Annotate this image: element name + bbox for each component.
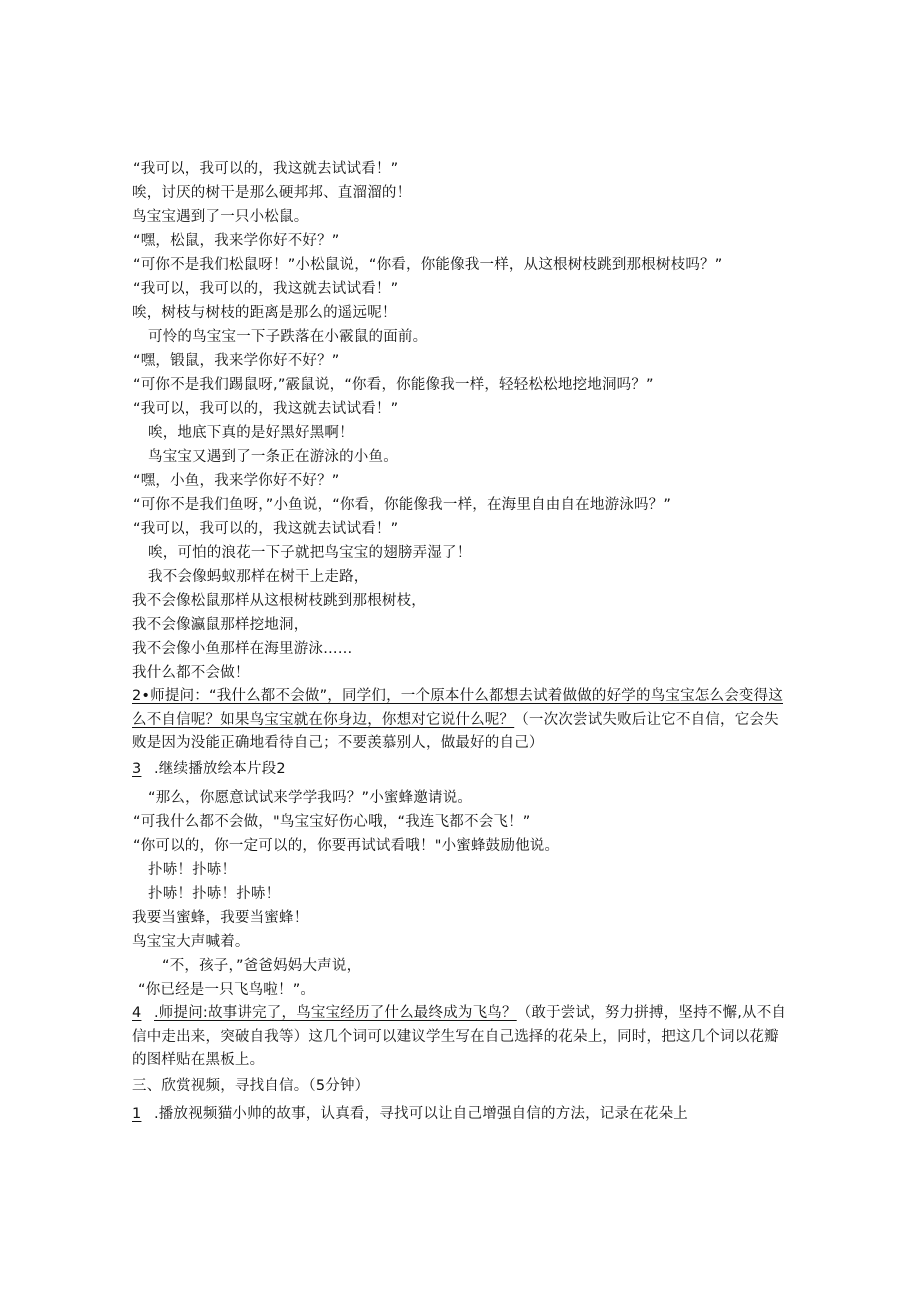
text-line-21: 我不会像小鱼那样在海里游泳…… bbox=[132, 641, 353, 657]
text-line-2: 唉，讨厌的树干是那么硬邦邦、直溜溜的！ bbox=[132, 185, 412, 201]
text-line-28: 我要当蜜蜂，我要当蜜蜂！ bbox=[132, 910, 309, 926]
question-2-underlined: 2•师提问：“我什么都不会做”，同学们，一个原本什么都想去试着做做的好学的鸟宝宝怎么会变得这么不自信呢？如果鸟宝宝就在你身边，你想对它说什么呢？ bbox=[132, 688, 783, 728]
section-3-heading: 三、欣赏视频，寻找自信。（5分钟） bbox=[132, 1078, 370, 1094]
text-line-29: 鸟宝宝大声喊着。 bbox=[132, 934, 250, 950]
question-4-number: 4 bbox=[132, 1005, 142, 1021]
item-3-text: .继续播放绘本片段2 bbox=[154, 761, 286, 777]
question-4-underlined: .师提问:故事讲完了，鸟宝宝经历了什么最终成为飞鸟？ bbox=[154, 1005, 517, 1021]
text-line-13: 鸟宝宝又遇到了一条正在游泳的小鱼。 bbox=[148, 449, 398, 465]
text-line-7: 唉，树枝与树枝的距离是那么的遥远呢！ bbox=[132, 305, 397, 321]
text-line-9: “嘿，锻鼠，我来学你好不好？” bbox=[133, 353, 340, 369]
text-line-14: “嘿，小鱼，我来学你好不好？” bbox=[133, 473, 340, 489]
text-line-12: 唉，地底下真的是好黑好黑啊！ bbox=[148, 425, 354, 441]
text-line-3: 鸟宝宝遇到了一只小松鼠。 bbox=[132, 209, 309, 225]
text-line-16: “我可以，我可以的，我这就去试试看！” bbox=[133, 521, 399, 537]
text-line-24: “可我什么都不会做，"鸟宝宝好伤心哦，“我连飞都不会飞！” bbox=[133, 814, 531, 830]
text-line-25: “你可以的，你一定可以的，你要再试试看哦！"小蜜蜂鼓励他说。 bbox=[133, 838, 560, 854]
text-line-4: “嘿，松鼠，我来学你好不好？” bbox=[133, 233, 340, 249]
text-line-15: “可你不是我们鱼呀，”小鱼说，“你看，你能像我一样，在海里自由自在地游泳吗？” bbox=[133, 497, 672, 513]
text-line-31: “你已经是一只飞鸟啦！”。 bbox=[138, 982, 316, 998]
text-line-26: 扑哧！扑哧！ bbox=[148, 862, 237, 878]
text-line-17: 唉，可怕的浪花一下子就把鸟宝宝的翅膀弄湿了！ bbox=[148, 545, 472, 561]
text-line-18: 我不会像蚂蚁那样在树干上走路， bbox=[148, 569, 369, 585]
text-line-23: “那么，你愿意试试来学学我吗？”小蜜蜂邀请说。 bbox=[148, 790, 473, 806]
item-1-line bbox=[132, 1105, 792, 1124]
text-line-20: 我不会像瀛鼠那样挖地洞， bbox=[132, 617, 309, 633]
text-line-27: 扑哧！扑哧！扑哧！ bbox=[148, 886, 281, 902]
text-line-11: “我可以，我可以的，我这就去试试看！” bbox=[133, 401, 399, 417]
question-2-paragraph bbox=[132, 685, 792, 756]
item-1-text: .播放视频猫小帅的故事，认真看，寻找可以让自己增强自信的方法，记录在花朵上 bbox=[154, 1106, 689, 1122]
text-line-1: “我可以，我可以的，我这就去试试看！” bbox=[133, 161, 399, 177]
text-line-8: 可怜的鸟宝宝一下子跌落在小霰鼠的面前。 bbox=[148, 329, 428, 345]
text-line-22: 我什么都不会做！ bbox=[132, 665, 250, 681]
item-1-number: 1 bbox=[132, 1106, 142, 1122]
text-line-6: “我可以，我可以的，我这就去试试看！” bbox=[133, 281, 399, 297]
item-3-number: 3 bbox=[132, 761, 142, 777]
text-line-5: “可你不是我们松鼠呀！”小松鼠说，“你看，你能像我一样，从这根树枝跳到那根树枝吗？” bbox=[133, 257, 723, 273]
text-line-30: “不，孩子，”爸爸妈妈大声说， bbox=[162, 958, 362, 974]
question-2-answer: （一次次尝试失败后让它不自信，它会失败是因为没能正确地看待自己；不要羡慕别人，做最好的自己） bbox=[132, 711, 779, 751]
question-4-paragraph bbox=[132, 1002, 792, 1073]
text-line-10: “可你不是我们踢鼠呀,”霰鼠说，“你看，你能像我一样，轻轻松松地挖地洞吗？” bbox=[133, 377, 654, 393]
question-4-answer: （敢于尝试，努力拼搏，坚持不懈,从不自信中走出来，突破自我等）这几个词可以建议学生写在自己选择的花朵上，同时，把这几个词以花瓣的图样贴在黑板上。 bbox=[132, 1005, 787, 1068]
item-3-line bbox=[132, 760, 792, 779]
text-line-19: 我不会像松鼠那样从这根树枝跳到那根树枝， bbox=[132, 593, 426, 609]
